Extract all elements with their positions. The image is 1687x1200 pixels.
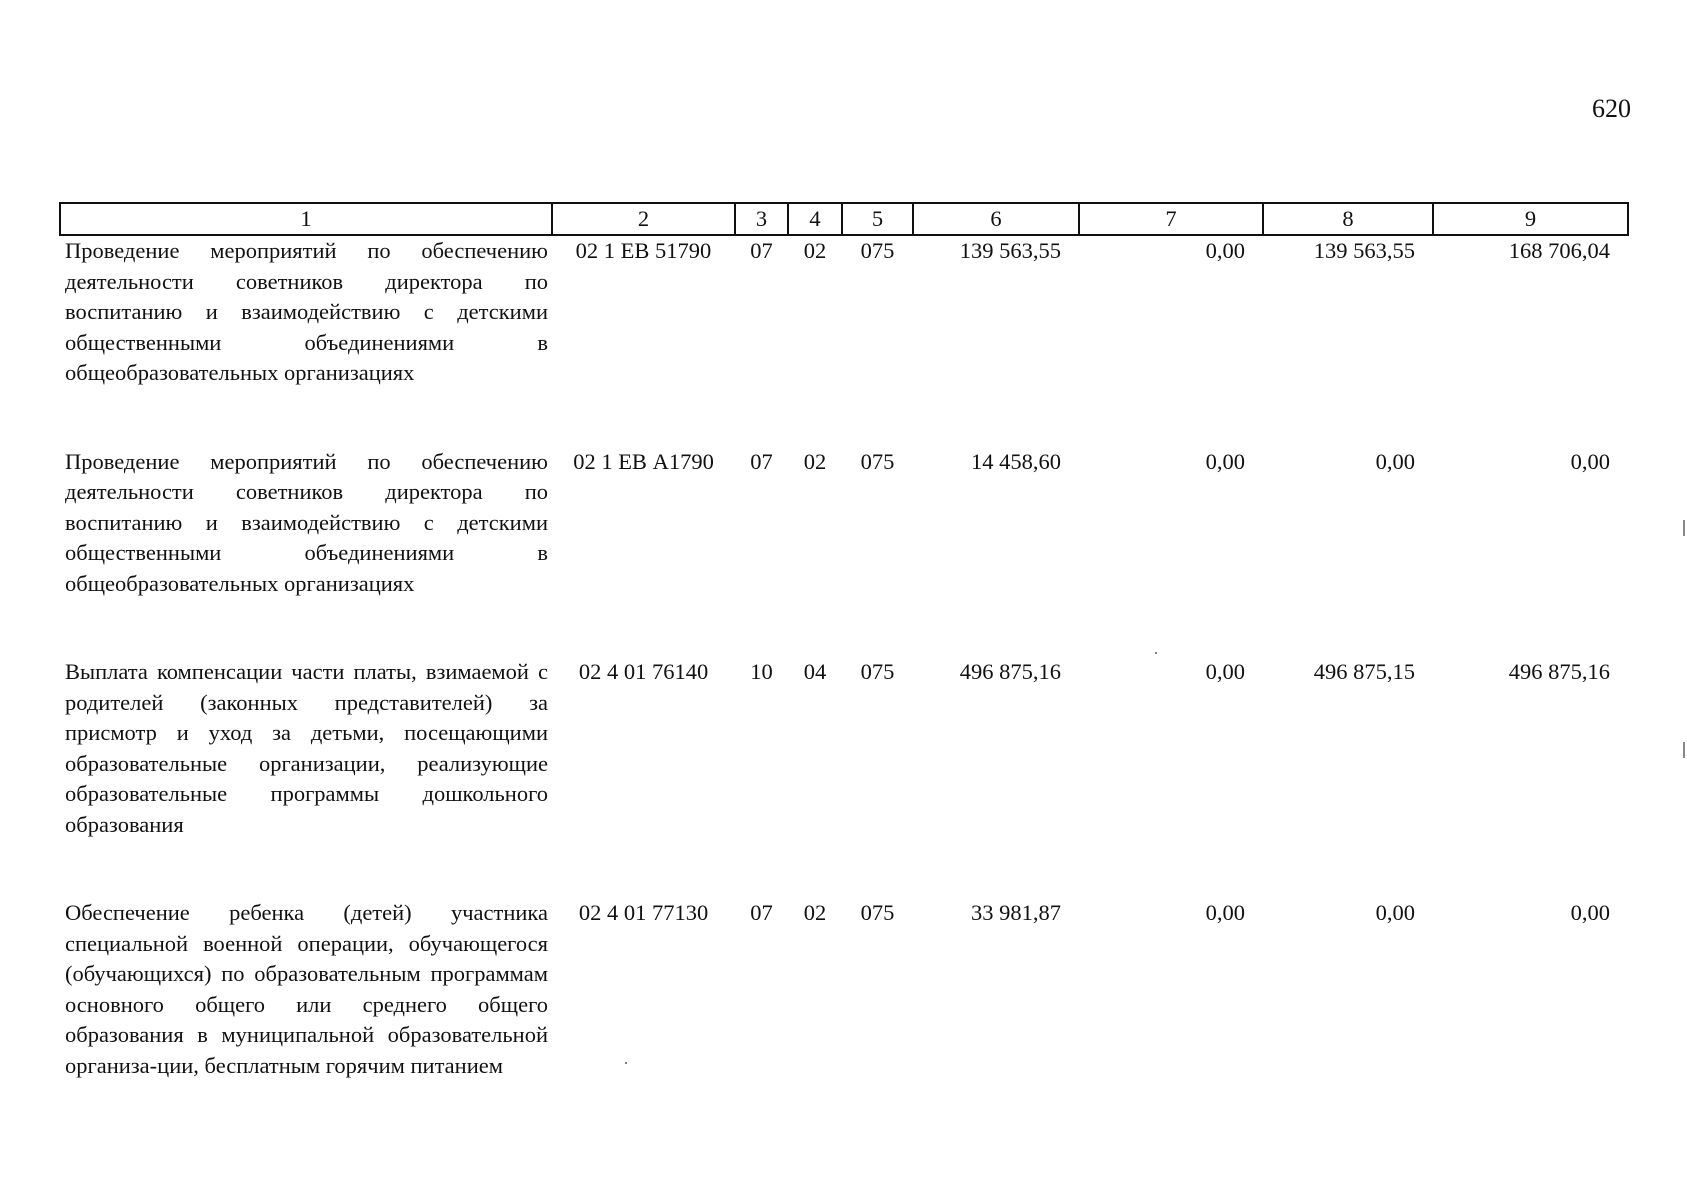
- row-target-code: 02 1 ЕВ А1790: [573, 448, 714, 474]
- row-expense-type: 075: [860, 900, 895, 925]
- row-amount-col6: 14 458,60: [971, 448, 1061, 474]
- table-row: [60, 235, 1628, 447]
- row-section: 07: [750, 238, 773, 263]
- row-amount-col6: 496 875,16: [959, 659, 1061, 684]
- column-header-5: 5: [842, 203, 913, 235]
- header-row: [60, 203, 1628, 235]
- scan-speck: [625, 1062, 627, 1064]
- row-description: Проведение мероприятий по обеспечению деятельности советников директора по воспитанию и взаимодействию с детскими общественными объединениями в общеобразовательных организациях: [65, 448, 548, 596]
- row-amount-col9: 168 706,04: [1508, 238, 1610, 263]
- row-amount-col8: 0,00: [1375, 900, 1415, 925]
- row-amount-col6: 33 981,87: [971, 900, 1061, 925]
- page-number: 620: [1592, 94, 1631, 123]
- row-amount-col8: 139 563,55: [1313, 238, 1415, 263]
- column-header-1: 1: [60, 203, 552, 235]
- scan-margin-mark: [1683, 742, 1685, 758]
- column-header-8: 8: [1263, 203, 1433, 235]
- row-expense-type: 075: [860, 659, 895, 684]
- row-amount-col7: 0,00: [1205, 238, 1245, 263]
- table-body: [60, 235, 1628, 1139]
- column-header-2: 2: [552, 203, 735, 235]
- scan-margin-mark: [1683, 520, 1685, 536]
- scan-speck: [1155, 652, 1157, 654]
- row-subsection: 02: [803, 900, 827, 925]
- column-header-9: 9: [1433, 203, 1628, 235]
- table-header: [60, 203, 1628, 235]
- row-target-code: 02 4 01 77130: [578, 900, 709, 925]
- row-expense-type: 075: [860, 448, 895, 474]
- table-row: [60, 447, 1628, 658]
- row-target-code: 02 4 01 76140: [578, 659, 709, 684]
- column-header-6: 6: [913, 203, 1079, 235]
- row-section: 07: [750, 900, 773, 925]
- row-amount-col9: 0,00: [1570, 448, 1610, 474]
- row-amount-col8: 0,00: [1375, 448, 1415, 474]
- row-target-code: 02 1 ЕВ 51790: [575, 238, 712, 263]
- row-description: Проведение мероприятий по обеспечению деятельности советников директора по воспитанию и взаимодействию с детскими общественными объединениями в общеобразовательных организациях: [65, 238, 548, 385]
- row-amount-col7: 0,00: [1205, 448, 1245, 474]
- table-row: [60, 898, 1628, 1139]
- row-amount-col7: 0,00: [1205, 659, 1245, 684]
- column-header-7: 7: [1079, 203, 1263, 235]
- column-header-3: 3: [735, 203, 788, 235]
- row-description: Обеспечение ребенка (детей) участника специальной военной операции, обучающегося (обучающихся) по образовательным программам основного общего или среднего общего образования в муниципальной образовательной организа-ции, бесплатным горячим питанием: [65, 900, 548, 1078]
- row-subsection: 02: [803, 448, 827, 474]
- row-section: 07: [750, 448, 773, 474]
- row-expense-type: 075: [860, 238, 895, 263]
- row-description: Выплата компенсации части платы, взимаемой с родителей (законных представителей) за присмотр и уход за детьми, посещающими образовательные организации, реализующие образовательные программы дошкольного образования: [65, 659, 548, 837]
- row-amount-col8: 496 875,15: [1313, 659, 1415, 684]
- row-section: 10: [750, 659, 773, 684]
- budget-table: [59, 202, 1629, 1139]
- row-subsection: 04: [803, 659, 827, 684]
- row-amount-col7: 0,00: [1205, 900, 1245, 925]
- row-amount-col9: 496 875,16: [1508, 659, 1610, 684]
- table-row: [60, 657, 1628, 898]
- row-subsection: 02: [803, 238, 827, 263]
- row-amount-col6: 139 563,55: [959, 238, 1061, 263]
- column-header-4: 4: [788, 203, 842, 235]
- row-amount-col9: 0,00: [1570, 900, 1610, 925]
